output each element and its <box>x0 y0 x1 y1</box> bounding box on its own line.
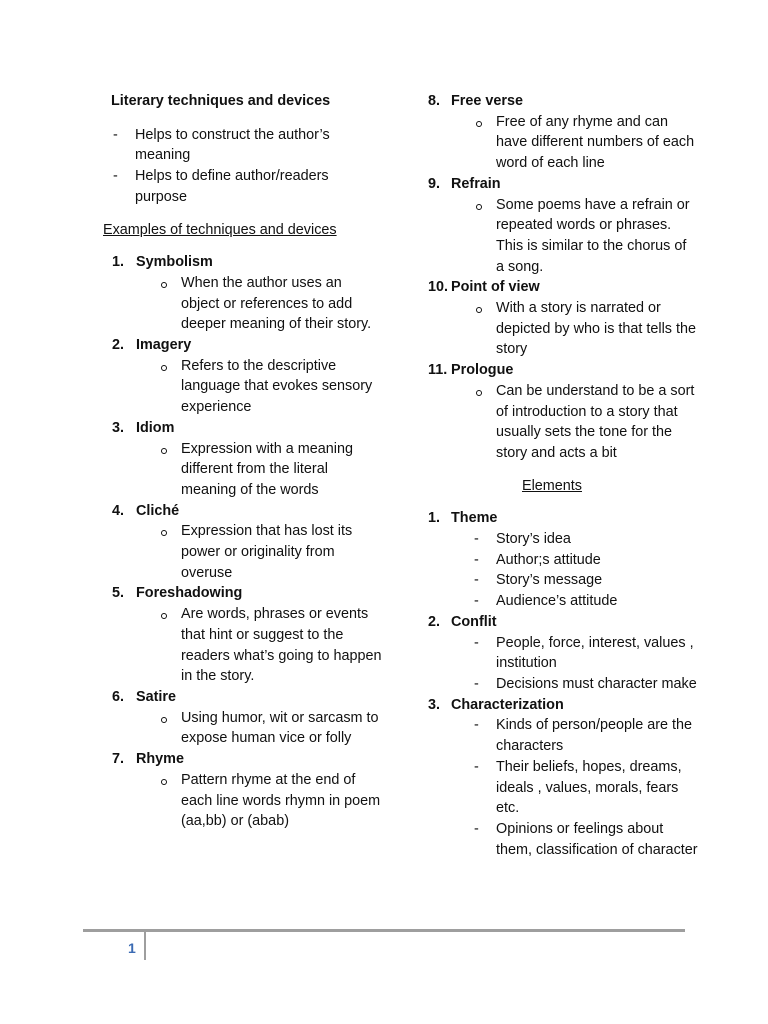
item-desc-list <box>451 298 698 360</box>
element-points <box>451 633 698 695</box>
element-point: - Opinions or feelings about them, classification of character <box>496 819 698 860</box>
item-label: Foreshadowing <box>136 585 243 602</box>
item-description: Expression that has lost its power or originality from overuse <box>181 521 383 583</box>
item-number: 10. <box>428 279 449 296</box>
technique-item <box>103 687 383 749</box>
item-description: Pattern rhyme at the end of each line words rhymn in poem (aa,bb) or (abab) <box>181 770 383 832</box>
footer-divider <box>144 932 146 960</box>
technique-item <box>103 501 383 584</box>
technique-item <box>103 418 383 501</box>
technique-item <box>103 335 383 418</box>
item-description: Can be understand to be a sort of introduction to a story that usually sets the tone for the story and acts a bit <box>496 381 698 464</box>
item-description: With a story is narrated or depicted by who is that tells the story <box>496 298 698 360</box>
item-number: 7. <box>112 751 125 768</box>
item-number: 5. <box>112 585 125 602</box>
element-item <box>428 695 698 861</box>
element-point: - Story’s idea <box>496 529 698 550</box>
element-point: - People, force, interest, values , institution <box>496 633 698 674</box>
left-column <box>103 91 383 832</box>
item-label: Cliché <box>136 502 180 519</box>
intro-list <box>103 125 383 208</box>
technique-item <box>428 91 698 174</box>
item-label: Rhyme <box>136 751 184 768</box>
technique-item <box>428 277 698 360</box>
technique-item <box>103 749 383 832</box>
item-desc-list <box>136 356 383 418</box>
item-label: Satire <box>136 688 176 705</box>
technique-item <box>103 583 383 687</box>
item-number: 6. <box>112 688 125 705</box>
item-label: Characterization <box>451 696 564 713</box>
element-item <box>428 508 698 612</box>
element-point: - Author;s attitude <box>496 550 698 571</box>
item-number: 4. <box>112 502 125 519</box>
item-desc-list <box>136 273 383 335</box>
item-number: 2. <box>428 613 441 630</box>
elements-heading: Elements <box>522 477 582 494</box>
footer-rule <box>83 929 685 932</box>
element-point: - Story’s message <box>496 570 698 591</box>
item-label: Point of view <box>451 279 540 296</box>
item-description: Expression with a meaning different from the literal meaning of the words <box>181 439 383 501</box>
technique-item <box>428 174 698 278</box>
intro-item: - Helps to define author/readers purpose <box>135 166 383 207</box>
item-number: 2. <box>112 337 125 354</box>
item-desc-list <box>451 195 698 278</box>
item-desc-list <box>136 770 383 832</box>
item-number: 3. <box>112 419 125 436</box>
item-number: 1. <box>112 254 125 271</box>
element-point: - Audience’s attitude <box>496 591 698 612</box>
item-desc-list <box>451 112 698 174</box>
item-desc-list <box>136 708 383 749</box>
item-number: 3. <box>428 696 441 713</box>
item-label: Free verse <box>451 93 524 109</box>
technique-item <box>103 252 383 335</box>
item-desc-list <box>136 604 383 687</box>
element-points <box>451 715 698 860</box>
item-label: Symbolism <box>136 254 213 271</box>
item-label: Prologue <box>451 362 514 379</box>
document-title: Literary techniques and devices <box>111 93 331 109</box>
page-number: 1 <box>128 940 136 956</box>
item-number: 9. <box>428 175 441 192</box>
item-number: 1. <box>428 510 441 527</box>
item-desc-list <box>136 439 383 501</box>
item-label: Theme <box>451 510 498 527</box>
item-label: Imagery <box>136 337 192 354</box>
item-desc-list <box>451 381 698 464</box>
item-label: Conflit <box>451 613 497 630</box>
item-description: Some poems have a refrain or repeated words or phrases. This is similar to the chorus of a song. <box>496 195 698 278</box>
examples-heading: Examples of techniques and devices <box>103 221 337 238</box>
element-point: - Their beliefs, hopes, dreams, ideals , values, morals, fears etc. <box>496 757 698 819</box>
item-label: Refrain <box>451 175 501 192</box>
element-points <box>451 529 698 612</box>
item-number: 11. <box>428 362 448 379</box>
item-description: When the author uses an object or references to add deeper meaning of their story. <box>181 273 383 335</box>
right-column <box>428 91 698 860</box>
item-desc-list <box>136 521 383 583</box>
item-description: Free of any rhyme and can have different numbers of each word of each line <box>496 112 698 174</box>
technique-item <box>428 360 698 464</box>
item-label: Idiom <box>136 419 175 436</box>
element-point: - Kinds of person/people are the characters <box>496 715 698 756</box>
item-description: Using humor, wit or sarcasm to expose human vice or folly <box>181 708 383 749</box>
element-point: - Decisions must character make <box>496 674 698 695</box>
item-description: Refers to the descriptive language that evokes sensory experience <box>181 356 383 418</box>
element-item <box>428 612 698 695</box>
item-number: 8. <box>428 93 441 109</box>
intro-item: - Helps to construct the author’s meaning <box>135 125 383 166</box>
item-description: Are words, phrases or events that hint or suggest to the readers what’s going to happen in the story. <box>181 604 383 687</box>
